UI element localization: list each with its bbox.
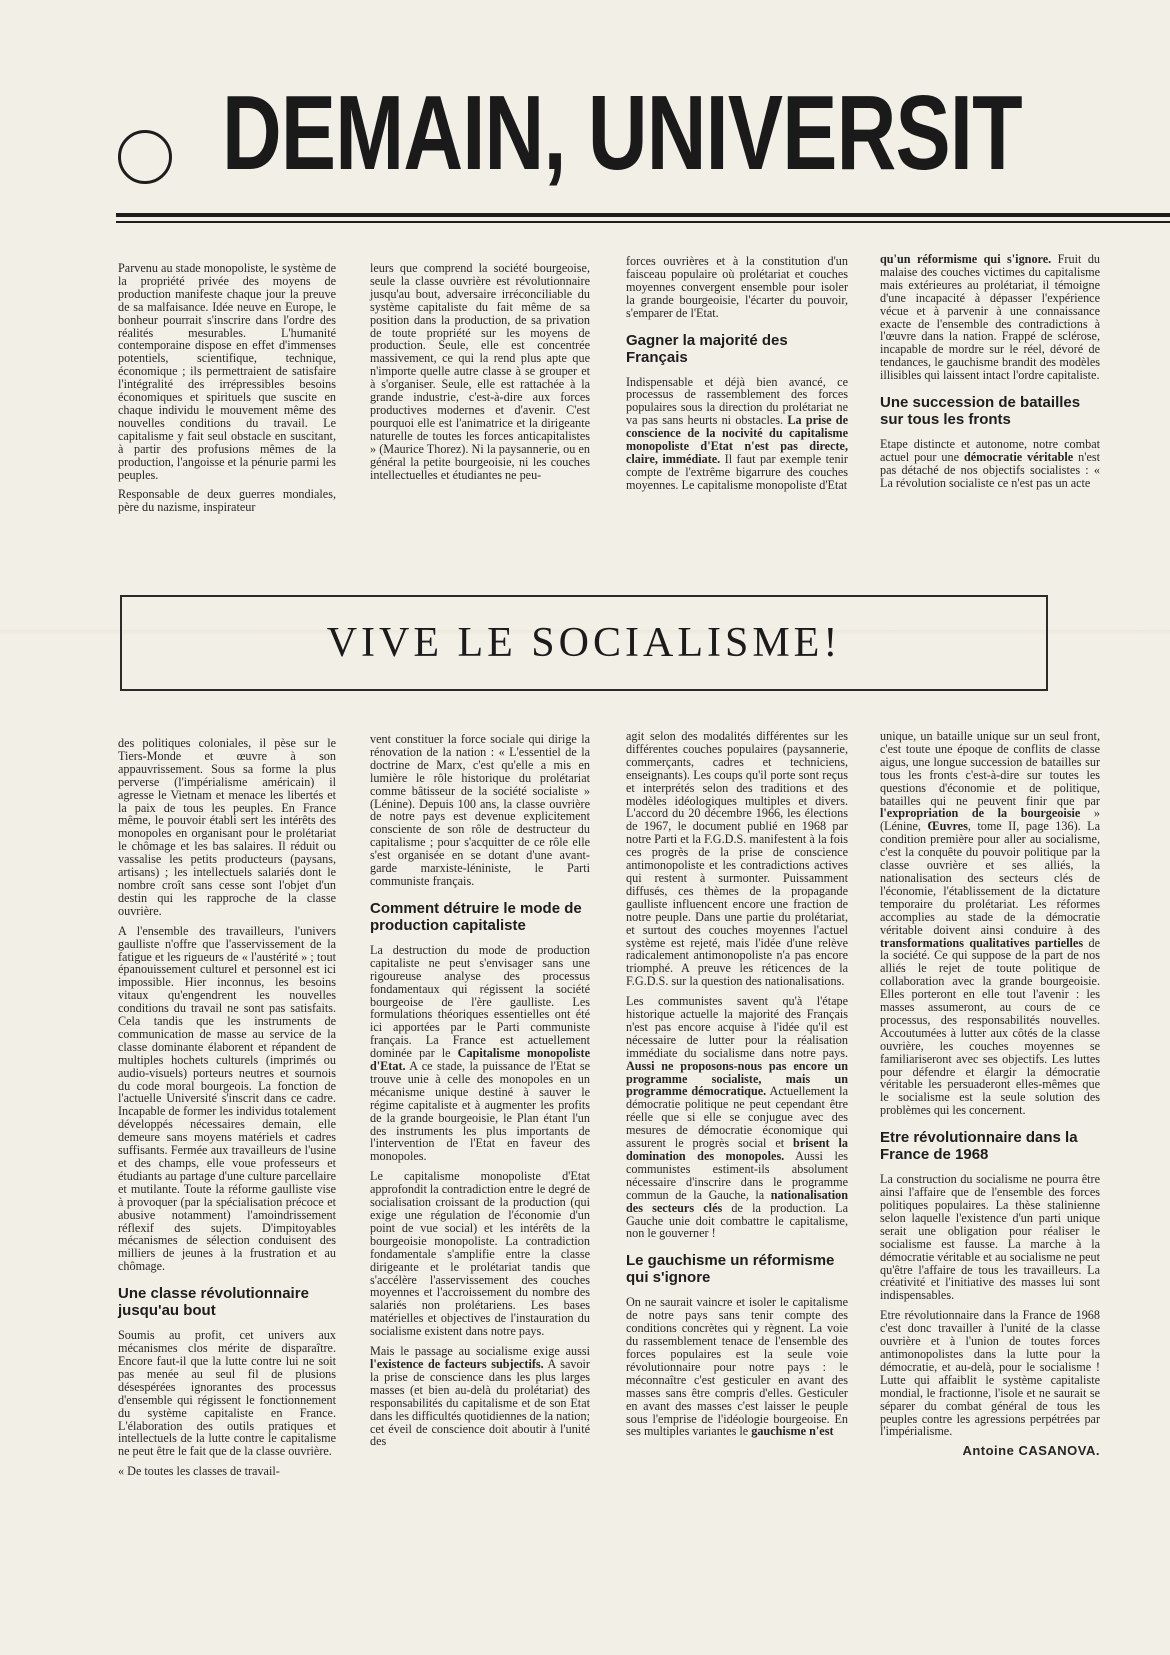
top-column-4	[880, 253, 1100, 497]
paragraph: Etre révolutionnaire dans la France de 1968 c'est donc travailler à l'unité de la classe ouvrière et à l'union de toutes forces antimonopolistes dans la lutte pour la démocratie, et au-delà, pour le socialisme ! Lutte qui affaiblit le système capitaliste mondial, le fractionne, l'isole et ne saurait se séparer du combat général de tous les peuples contre les agressions perpétrées par l'impérialisme.	[880, 1308, 1100, 1439]
paragraph: agit selon des modalités différentes sur les différentes couches populaires (paysannerie, commerçants, cadres et techniciens, enseignants). Les coups qu'il porte sont reçus et interprétés selon des traditions et des modèles idéologiques multiples et divers. L'accord du 20 décembre 1966, les élections de 1967, le document publié en 1968 par notre Parti et la F.G.D.S. manifestent à la fois ces progrès de la prise de conscience antimonopoliste et les contradictions actives qui restent à surmonter. Puissamment diffusés, ces thèmes de la propagande gaulliste influencent encore une fraction de notre peuple. Dans une partie du prolétariat, et surtout des couches moyennes l'actuel système est rejeté, mais l'idée d'une relève radicalement antimonopoliste n'a pas encore triomphé. A preuve les réticences de la F.G.D.S. sur la question des nationalisations.	[626, 729, 848, 989]
headline-title: DEMAIN, UNIVERSIT	[222, 74, 1022, 192]
section-heading: Le gauchisme un réformisme qui s'ignore	[626, 1252, 835, 1287]
banner-box	[120, 595, 1048, 691]
section-heading: Comment détruire le mode de production capitaliste	[370, 899, 582, 934]
section-heading: Une succession de batailles sur tous les fronts	[880, 394, 1081, 429]
paragraph: forces ouvrières et à la constitution d'un faisceau populaire où prolétariat et couches moyennes convergent ensemble pour isoler la grande bourgeoisie, l'écarter du pouvoir, s'emparer de l'Etat.	[626, 254, 848, 320]
top-column-2	[370, 262, 590, 488]
top-column-1	[118, 262, 336, 521]
paragraph: Le capitalisme monopoliste d'Etat approfondit la contradiction entre le degré de socialisation croissant de la production (qui exige une régulation de l'économie d'un point de vue social) et les intérêts de la bourgeoisie monopoliste. La contradiction fondamentale s'amplifie entre la classe dirigeante et le prolétariat tandis que s'accélère l'asservissement des couches moyennes et l'accroissement du nombre des salariés non prolétariens. Les bases matérielles et objectives de l'instauration du socialisme existent dans notre pays.	[370, 1169, 590, 1339]
paragraph: La construction du socialisme ne pourra être ainsi l'affaire que de l'ensemble des forces politiques populaires. La thèse stalinienne selon laquelle l'existence d'un parti unique serait une obligation pour réaliser le socialisme est fausse. La marche à la démocratie véritable et au socialisme ne peut qu'être l'affaire de tous les travailleurs. La créativité et l'initiative des masses lui sont indispensables.	[880, 1172, 1100, 1303]
paragraph: vent constituer la force sociale qui dirige la rénovation de la nation : « L'essentiel de la doctrine de Marx, c'est qu'elle a mis en lumière le rôle historique du prolétariat comme bâtisseur de la société socialiste » (Lénine). Depuis 100 ans, la classe ouvrière de notre pays est devenue explicitement consciente de son rôle de destructeur du capitalisme ; pour s'acquitter de ce rôle elle s'est organisée en se dotant d'une avant-garde marxiste-léniniste, le Parti communiste français.	[370, 732, 590, 888]
paragraph: Indispensable et déjà bien avancé, ce processus de rassemblement des forces populaires sous la direction du prolétariat ne va pas sans heurts ni obstacles. La prise de conscience de la nocivité du capitalisme monopoliste d'Etat n'est pas directe, claire, immédiate. Il faut par exemple tenir compte de l'extrême bigarrure des couches moyennes. Le capitalisme monopoliste d'Etat	[626, 374, 848, 492]
paragraph: La destruction du mode de production capitaliste ne peut s'envisager sans une rigoureuse analyse des processus fondamentaux qui régissent la société bourgeoise de l'ère gaulliste. Les formulations théoriques essentielles ont été ici apportées par le Parti communiste français. La France est actuellement dominée par le Capitalisme monopoliste d'Etat. A ce stade, la puissance de l'Etat se trouve unie à celle des monopoles en un mécanisme unique destiné à sauver le régime capitaliste et à augmenter les profits de la grande bourgeoisie, le Plan étant l'un des instruments les plus importants de l'intervention de l'Etat en faveur des monopoles.	[370, 942, 591, 1164]
paragraph: Soumis au profit, cet univers aux mécanismes clos mérite de disparaître. Encore faut-il que la lutte contre lui ne soit pas menée au seul fil de plusions désespérées ignorantes des processus d'ensemble qui régissent le fonctionnement du système capitaliste en France. L'élaboration des outils pratiques et intellectuels de la lutte contre le capitalisme ne peut être le fait que de la classe ouvrière.	[118, 1328, 336, 1459]
paragraph: Parvenu au stade monopoliste, le système de la propriété privée des moyens de production manifeste chaque jour la preuve de sa malfaisance. Idée neuve en Europe, le bonheur pourrait s'inscrire dans l'ordre des réalités mesurables. L'humanité contemporaine dispose en effet d'immenses potentiels, scientifique, technique, économique ; ils permettraient de satisfaire l'intégralité des irrépressibles besoins économiques et spirituels que suscite en chaque individu le mouvement même des nouvelles conditions du travail. Le capitalisme y fait seul obstacle en suscitant, à partir des profusions mêmes de la production, l'angoisse et la pénurie parmi les peuples.	[118, 261, 336, 482]
section-heading: Gagner la majorité des Français	[626, 331, 788, 366]
author-signature: Antoine CASANOVA.	[962, 1443, 1100, 1459]
bottom-column-4	[880, 730, 1100, 1458]
paragraph: Responsable de deux guerres mondiales, père du nazisme, inspirateur	[118, 487, 336, 515]
bottom-column-1	[118, 737, 336, 1485]
paragraph: « De toutes les classes de travail-	[118, 1464, 280, 1479]
paragraph: On ne saurait vaincre et isoler le capitalisme de notre pays sans tenir compte des conditions concrètes qui y règnent. La voie du rassemblement tenace de l'ensemble des forces populaires est la seule voie révolutionnaire pour notre pays : le méconnaître c'est gesticuler en avant des masses sans être compris d'elles. Gesticuler en avant des masses c'est laisser le peuple sous l'emprise de l'idéologie bourgeoise. En ses multiples variantes le gauchisme n'est	[626, 1295, 848, 1439]
header-rule-thin	[116, 221, 1170, 223]
circle-emblem	[118, 130, 172, 184]
paragraph: qu'un réformisme qui s'ignore. Fruit du malaise des couches victimes du capitalisme mais extérieures au prolétariat, il témoigne d'une incapacité à dépasser l'expérience vécue et à parvenir à une connaissance exacte de l'ensemble des contradictions à l'œuvre dans la nation. Frappé de sclérose, incapable de mordre sur le réel, dévoré de tendances, le gauchisme brandit des modèles illisibles qui laissent intact l'ordre capitaliste.	[880, 252, 1101, 383]
paragraph: des politiques coloniales, il pèse sur le Tiers-Monde et œuvre à son appauvrissement. Sous sa forme la plus perverse (l'impérialisme américain) il agresse le Vietnam et menace les libertés et la paix de tous les peuples. En France même, le pouvoir établi sert les intérêts des monopoles en organisant pour le prolétariat le chômage et les bas salaires. Il réduit ou vassalise les petits producteurs (paysans, artisans) ; les intellectuels salariés dont le nombre croît sans cesse sont l'objet d'un destin qui les rapproche de la classe ouvrière.	[118, 736, 336, 918]
banner-text: VIVE LE SOCIALISME!	[326, 620, 842, 666]
paragraph: Etape distincte et autonome, notre combat actuel pour une démocratie véritable n'est pas détaché de nos objectifs socialistes : « La révolution socialiste ce n'est pas un acte	[880, 437, 1101, 490]
paragraph: Les communistes savent qu'à l'étape historique actuelle la majorité des Français n'est pas encore acquise à l'idée qu'il est nécessaire de lutter pour la réalisation immédiate du socialisme dans notre pays. Aussi ne proposons-nous pas encore un programme socialiste, mais un programme démocratique. Actuellement la démocratie politique ne peut cependant être réelle que si elle se conjugue avec des mesures de démocratie économique qui assurent le progrès social et brisent la domination des monopoles. Aussi les communistes estiment-ils absolument nécessaire d'inscrire dans le programme commun de la Gauche, la nationalisation des secteurs clés de la production. La Gauche unie doit combattre le capitalisme, non le gouverner !	[626, 994, 848, 1241]
bottom-column-3	[626, 730, 848, 1445]
header-rule	[116, 213, 1170, 217]
paragraph: A l'ensemble des travailleurs, l'univers gaulliste n'offre que l'asservissement de la fatigue et les rigueurs de « l'austérité » ; tout épanouissement culturel et personnel est ici impossible. Hier inconnus, les besoins vitaux qu'engendrent les nouvelles conditions du travail ne sont pas satisfaits. Cela tandis que les instruments de communication de masse au service de la classe dominante élaborent et répandent de multiples hochets culturels (imprimés ou audio-visuels) porteurs neutres et sournois du code moral bourgeois. La fonction de l'actuelle Université s'inscrit dans ce cadre. Incapable de former les individus totalement développés nécessaires demain, elle demeure sans moyens matériels et cadres suffisants. Fermée aux travailleurs de l'usine et des champs, elle voue professeurs et étudiants au partage d'une culture parcellaire et mutilante. Toute la réforme gaulliste vise à provoquer (par la spécialisation précoce et abusive notamment) l'amoindrissement réflexif des sujets. D'impitoyables mécanismes de sélection conduisent des milliers de jeunes à la frustration et au chômage.	[118, 923, 336, 1274]
paragraph: Mais le passage au socialisme exige aussi l'existence de facteurs subjectifs. A savoir la prise de conscience dans les plus larges masses (et bien au-delà du prolétariat) des responsabilités du capitalisme et de son Etat dans les difficultés quotidiennes de la nation; cet éveil de conscience doit aboutir à l'unité des	[370, 1344, 590, 1449]
section-heading: Une classe révolutionnaire jusqu'au bout	[118, 1285, 309, 1320]
section-heading: Etre révolutionnaire dans la France de 1968	[880, 1129, 1078, 1164]
bottom-column-2	[370, 733, 590, 1455]
paragraph: unique, un bataille unique sur un seul front, c'est toute une époque de conflits de classe aigus, une longue succession de batailles sur tous les fronts c'est-à-dire sur toutes les questions d'économie et de politique, batailles qui ne peuvent finir que par l'expropriation de la bourgeoisie » (Lénine, Œuvres, tome II, page 136). La condition première pour aller au socialisme, c'est la conquête du pouvoir politique par la classe ouvrière et ses alliés, la nationalisation des secteurs clés de l'économie, l'établissement de la dictature temporaire du prolétariat. Les réformes accomplies au stade de la démocratie véritable doivent ainsi conduire à des transformations qualitatives partielles de la société. Ce qui suppose de la part de nos alliés le rejet de toute politique de collaboration avec la grande bourgeoisie. Elles porteront en elle tout l'avenir : les masses assumeront, au cours de ce processus, des responsabilités nouvelles. Accoutumées à lutter aux côtés de la classe ouvrière, les couches moyennes se familiariseront avec ses objectifs. Les luttes pour défendre et élargir la démocratie véritable les persuaderont elles-mêmes que le socialisme est la seule solution des problèmes qui les concernent.	[880, 729, 1101, 1118]
paragraph: leurs que comprend la société bourgeoise, seule la classe ouvrière est révolutionnaire jusqu'au bout, adversaire irréconciliable du système capitaliste du fait même de sa position dans la production, de sa privation de toute propriété sur les moyens de production. Seule, elle est concentrée massivement, ce qui la rend plus apte que n'importe quelle autre classe à se grouper et à s'organiser. Seule, elle est rattachée à la grande industrie, c'est-à-dire aux forces productives modernes et d'avenir. C'est pourquoi elle est l'animatrice et la dirigeante naturelle de toutes les forces anticapitalistes » (Maurice Thorez). Ni la paysannerie, ou en général la petite bourgeoisie, ni les couches intellectuelles et étudiantes ne peu-	[370, 261, 590, 482]
top-column-3	[626, 255, 848, 499]
